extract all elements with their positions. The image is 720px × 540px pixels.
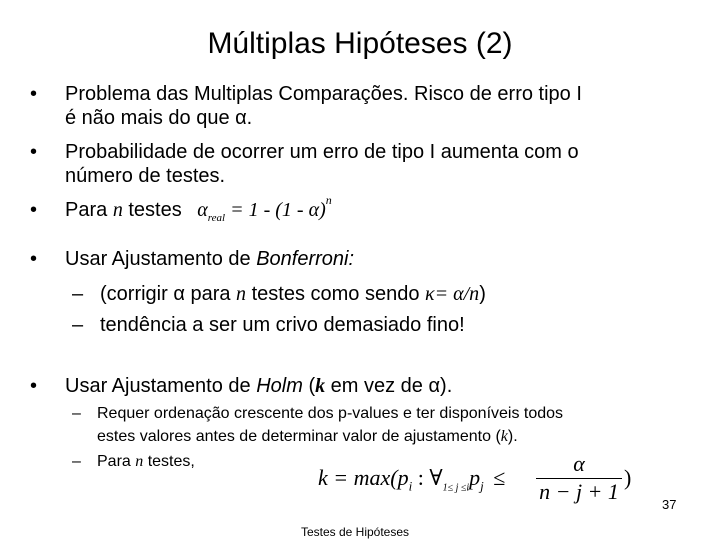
formula-max: k = max( (318, 465, 398, 490)
alpha-real-formula: = 1 - (1 - α) (225, 199, 326, 221)
bullet-4-prefix: Usar Ajustamento de (65, 248, 257, 270)
bullet-4-sub-1-c: ) (479, 283, 486, 305)
bullet-4-sub-1-a: (corrigir α para (100, 283, 237, 305)
bullet-marker: • (30, 199, 38, 221)
formula-j: j (480, 478, 484, 494)
var-n: n (112, 199, 123, 221)
bullet-3-prefix: Para (65, 199, 108, 221)
page-number: 37 (662, 497, 677, 512)
dash-marker: – (72, 283, 84, 305)
slide-title: Múltiplas Hipóteses (2) (207, 27, 513, 60)
formula-p: p (397, 465, 409, 490)
bullet-5-prefix: Usar Ajustamento de (65, 375, 257, 397)
alpha-real (197, 193, 332, 224)
bullet-marker: • (30, 248, 38, 270)
bullet-5-sub-1-line-2 (97, 427, 518, 447)
formula-lhs (318, 465, 506, 494)
bullet-5-b: em vez de α). (325, 375, 453, 397)
bullet-5 (65, 375, 452, 398)
kappa-formula: κ= α/n (425, 283, 480, 305)
formula-i: i (408, 478, 413, 494)
bullet-1-line-2 (65, 107, 252, 130)
bullet-1-line-2-text: é não mais do que α. (65, 107, 253, 129)
holm-formula (318, 452, 638, 512)
footer-text: Testes de Hipóteses (300, 525, 410, 539)
bullet-5-sub-1-line-2-b: ). (507, 428, 518, 445)
bullet-4-sub-1 (100, 282, 486, 306)
bullet-5-sub-1-line-1: Requer ordenação crescente dos p-values e ter disponíveis todos (97, 405, 564, 422)
formula-denominator: n − j + 1 (539, 479, 619, 504)
bullet-5-sub-2-b: testes, (143, 453, 195, 470)
formula-pj: p (469, 465, 481, 490)
bullet-5-sub-2 (97, 452, 195, 472)
var-n: n (236, 283, 247, 305)
dash-marker: – (72, 453, 81, 470)
bullet-5-a: ( (302, 375, 316, 397)
formula-range: 1≤ j ≤i (442, 482, 470, 494)
alpha-subscript: real (207, 212, 226, 224)
bullet-1-line-1: Problema das Multiplas Comparações. Risco de erro tipo I (65, 83, 582, 105)
bullet-4 (65, 248, 354, 271)
formula-exponent: n (325, 193, 332, 208)
var-n: n (135, 453, 144, 470)
dash-marker: – (72, 405, 81, 422)
formula-fraction (536, 452, 622, 505)
holm-name: Holm (256, 375, 303, 397)
var-k: k (500, 428, 508, 445)
bullet-2-line-1: Probabilidade de ocorrer um erro de tipo I aumenta com o (65, 141, 579, 163)
formula-le: ≤ (493, 465, 506, 490)
dash-marker: – (72, 314, 84, 336)
formula-forall: : ∀ (412, 465, 443, 490)
bullet-marker: • (30, 141, 38, 163)
bullet-2-line-2: número de testes. (65, 165, 226, 187)
bullet-3 (65, 193, 332, 224)
alpha-symbol: α (197, 199, 208, 221)
bullet-4-sub-1-b: testes como sendo (246, 283, 426, 305)
bullet-4-sub-2: tendência a ser um crivo demasiado fino! (100, 314, 465, 336)
bullet-3-testes: testes (128, 199, 182, 221)
formula-numerator: α (573, 451, 585, 476)
var-k: k (315, 375, 326, 397)
formula-close: ) (624, 465, 632, 490)
bonferroni-name: Bonferroni: (256, 248, 355, 270)
bullet-marker: • (30, 83, 38, 105)
bullet-marker: • (30, 375, 38, 397)
bullet-5-sub-1-line-2-a: estes valores antes de determinar valor de ajustamento ( (97, 428, 501, 445)
bullet-5-sub-2-a: Para (97, 453, 136, 470)
